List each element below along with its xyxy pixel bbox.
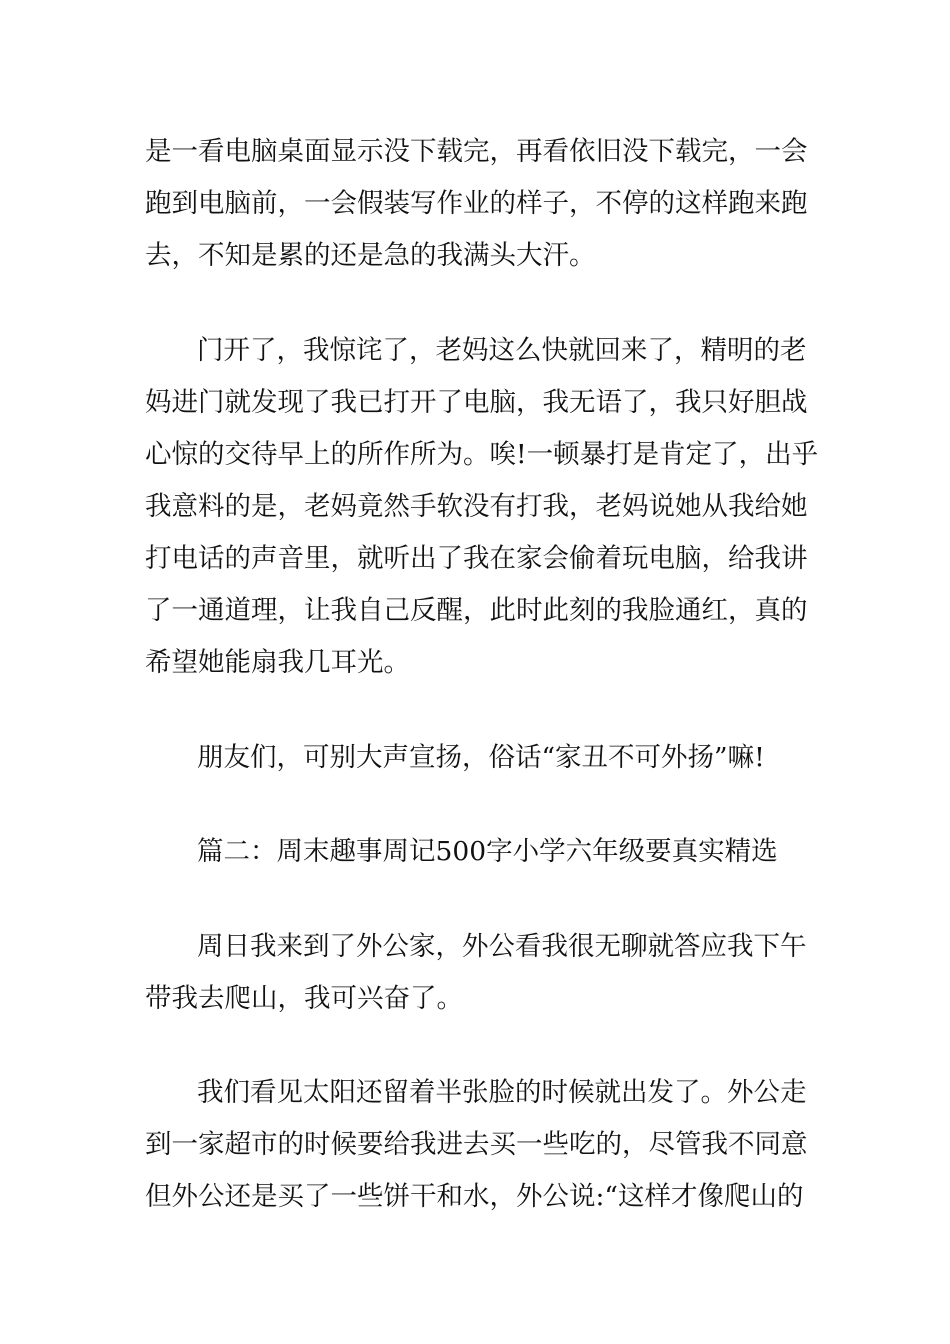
text-line: 到一家超市的时候要给我进去买一些吃的，尽管我不同意 bbox=[145, 1129, 808, 1160]
text-line: 我们看见太阳还留着半张脸的时候就出发了。外公走 bbox=[197, 1077, 807, 1108]
text-line: 心惊的交待早上的所作所为。唉!一顿暴打是肯定了，出乎 bbox=[145, 439, 819, 470]
text-line: 朋友们，可别大声宣扬，俗话“家丑不可外扬”嘛! bbox=[197, 742, 765, 773]
text-line: 是一看电脑桌面显示没下载完，再看依旧没下载完，一会 bbox=[145, 136, 808, 167]
text-line: 跑到电脑前，一会假装写作业的样子，不停的这样跑来跑 bbox=[145, 188, 808, 219]
text-line: 了一通道理，让我自己反醒，此时此刻的我脸通红，真的 bbox=[145, 595, 808, 626]
text-line: 去，不知是累的还是急的我满头大汗。 bbox=[145, 240, 596, 271]
section-heading: 篇二：周末趣事周记500字小学六年级要真实精选 bbox=[197, 836, 778, 867]
text-line: 我意料的是，老妈竟然手软没有打我，老妈说她从我给她 bbox=[145, 491, 808, 522]
text-line: 打电话的声音里，就听出了我在家会偷着玩电脑，给我讲 bbox=[145, 543, 808, 574]
text-line: 周日我来到了外公家，外公看我很无聊就答应我下午 bbox=[197, 931, 807, 962]
text-line: 妈进门就发现了我已打开了电脑，我无语了，我只好胆战 bbox=[145, 387, 808, 418]
text-line: 希望她能扇我几耳光。 bbox=[145, 647, 410, 678]
text-line: 门开了，我惊诧了，老妈这么快就回来了，精明的老 bbox=[197, 335, 807, 366]
text-line: 带我去爬山，我可兴奋了。 bbox=[145, 983, 463, 1014]
text-line: 但外公还是买了一些饼干和水，外公说:“这样才像爬山的 bbox=[145, 1181, 804, 1212]
